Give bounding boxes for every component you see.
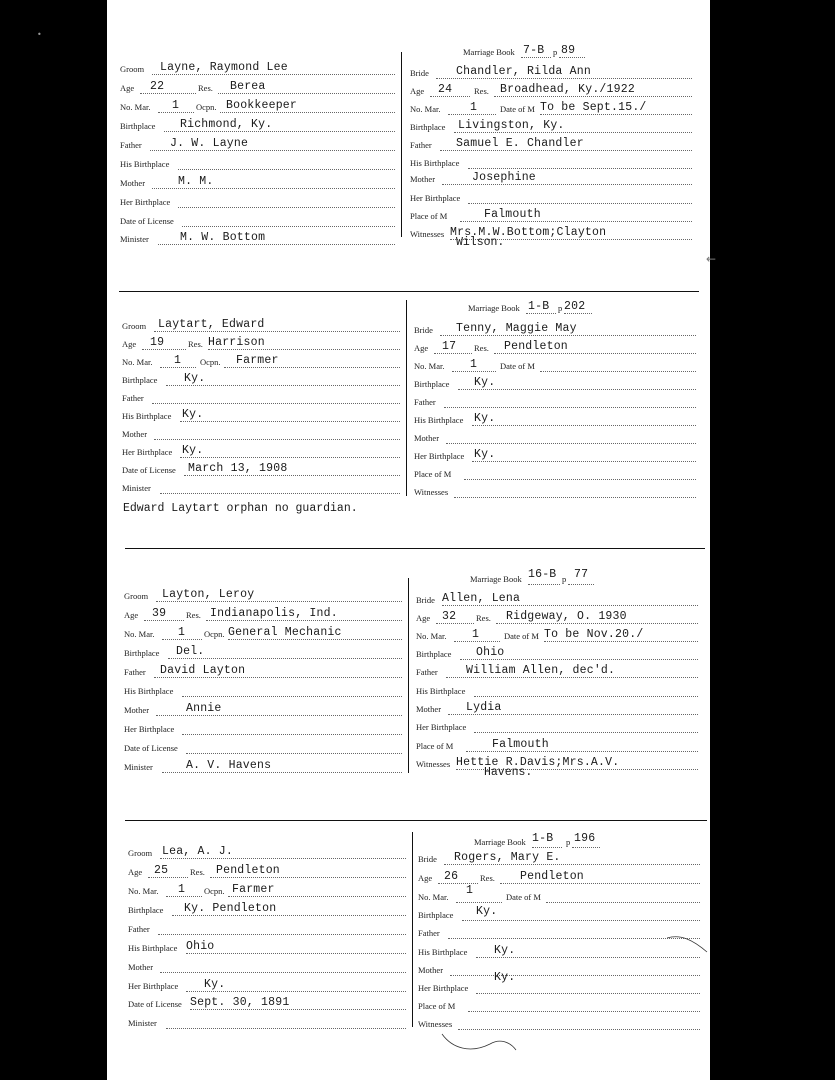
groom-birthplace-row: Birthplace Richmond, Ky. bbox=[120, 115, 395, 134]
groom-minister-row: Minister bbox=[128, 1012, 406, 1031]
bride-mother-row: Mother Ky. bbox=[418, 959, 700, 978]
bride-age: 24 bbox=[438, 83, 453, 96]
groom-mother: M. M. bbox=[178, 175, 214, 188]
groom-license-row: Date of License bbox=[120, 210, 395, 229]
bride-age: 17 bbox=[442, 340, 457, 353]
bride-birthplace: Ohio bbox=[476, 646, 505, 659]
bride-mar-row: No. Mar. 1 Date of M To be Nov.20./ bbox=[416, 625, 698, 644]
bride-his-birthplace-row: His Birthplace Ky. bbox=[414, 409, 696, 428]
bride-father-row: Father bbox=[414, 391, 696, 410]
marriage-book-header: Marriage Book 7-B p 89 bbox=[463, 44, 663, 60]
bride-residence: Broadhead, Ky./1922 bbox=[500, 83, 635, 96]
bride-his-birthplace-row: His Birthplace Ky. bbox=[418, 941, 700, 960]
groom-birthplace: Ky. Pendleton bbox=[184, 902, 277, 915]
groom-name-row bbox=[120, 58, 395, 77]
column-divider bbox=[406, 300, 407, 496]
groom-mother-row: Mother bbox=[128, 956, 406, 975]
bride-mother-birthplace: Ky. bbox=[494, 971, 516, 984]
bride-place-row: Place of M Falmouth bbox=[410, 205, 692, 224]
bride-birthplace-row: Birthplace Ky. bbox=[418, 904, 700, 923]
groom-his-birthplace: Ohio bbox=[186, 940, 215, 953]
groom-residence: Pendleton bbox=[216, 864, 280, 877]
groom-residence: Berea bbox=[230, 80, 266, 93]
groom-label: Groom bbox=[120, 64, 145, 74]
bride-mar-row: No. Mar. 1 Date of M bbox=[414, 355, 696, 374]
column-divider bbox=[412, 832, 413, 1027]
groom-mar-row: No. Mar. 1 Ocpn. Farmer bbox=[128, 880, 406, 899]
groom-her-birthplace-row: Her Birthplace Ky. bbox=[122, 441, 400, 460]
groom-minister-row: Minister A. V. Havens bbox=[124, 756, 402, 775]
groom-her-birthplace: Ky. bbox=[182, 444, 204, 457]
groom-father-row: Father bbox=[122, 387, 400, 406]
bride-witnesses-cont: Havens. bbox=[484, 766, 533, 779]
groom-minister: A. V. Havens bbox=[186, 759, 272, 772]
groom-his-birthplace-row: His Birthplace Ky. bbox=[122, 405, 400, 424]
groom-mother-row: Mother M. M. bbox=[120, 172, 395, 191]
bride-age-row: Age 24 Res. Broadhead, Ky./1922 bbox=[410, 80, 692, 99]
groom-mother: Annie bbox=[186, 702, 222, 715]
groom-her-birthplace-row: Her Birthplace bbox=[120, 191, 395, 210]
column-divider bbox=[401, 52, 402, 237]
bride-name-row: Bride Tenny, Maggie May bbox=[414, 319, 696, 338]
bride-name: Rogers, Mary E. bbox=[454, 851, 561, 864]
bride-name-row: Bride Rogers, Mary E. bbox=[418, 848, 700, 867]
bride-mar-row: No. Mar. 1 Date of M bbox=[418, 886, 700, 905]
pen-stroke-mark bbox=[440, 1028, 520, 1058]
groom-his-birthplace-row: His Birthplace bbox=[124, 680, 402, 699]
bride-residence: Pendleton bbox=[504, 340, 568, 353]
bride-birthplace-row: Birthplace Ohio bbox=[416, 643, 698, 662]
groom-date-of-license: March 13, 1908 bbox=[188, 462, 288, 475]
groom-residence: Indianapolis, Ind. bbox=[210, 607, 338, 620]
groom-father: J. W. Layne bbox=[170, 137, 249, 150]
bride-age-row: Age 26 Res. Pendleton bbox=[418, 867, 700, 886]
groom-age: 22 bbox=[150, 80, 165, 93]
bride-place-row: Place of M bbox=[414, 463, 696, 482]
groom-father-row: Father J. W. Layne bbox=[120, 134, 395, 153]
record-page bbox=[107, 0, 710, 1080]
groom-age-row: Age 25 Res. Pendleton bbox=[128, 861, 406, 880]
bride-birthplace: Ky. bbox=[476, 905, 498, 918]
groom-age: 25 bbox=[154, 864, 169, 877]
marriage-page: 196 bbox=[574, 832, 596, 845]
bride-father: Samuel E. Chandler bbox=[456, 137, 584, 150]
bride-place-row: Place of M bbox=[418, 995, 700, 1014]
groom-mar-row: No. Mar. 1 Ocpn. Farmer bbox=[122, 351, 400, 370]
groom-residence: Harrison bbox=[208, 336, 265, 349]
bride-name: Tenny, Maggie May bbox=[456, 322, 577, 335]
bride-father-row: Father bbox=[418, 922, 700, 941]
groom-his-birthplace-row: His Birthplace bbox=[120, 153, 395, 172]
groom-no-mar: 1 bbox=[172, 99, 180, 112]
bride-birthplace: Ky. bbox=[474, 376, 496, 389]
groom-age: 39 bbox=[152, 607, 167, 620]
groom-name: Layne, Raymond Lee bbox=[160, 61, 288, 74]
groom-mother-row: Mother bbox=[122, 423, 400, 442]
bride-name: Allen, Lena bbox=[442, 592, 521, 605]
groom-birthplace-row: Birthplace Del. bbox=[124, 642, 402, 661]
groom-birthplace: Richmond, Ky. bbox=[180, 118, 273, 131]
bride-his-birthplace: Ky. bbox=[494, 944, 516, 957]
marriage-page: 77 bbox=[574, 568, 589, 581]
marriage-book: 1-B bbox=[532, 832, 554, 845]
groom-minister: M. W. Bottom bbox=[180, 231, 266, 244]
groom-father-row: Father David Layton bbox=[124, 661, 402, 680]
bride-residence: Pendleton bbox=[520, 870, 584, 883]
groom-no-mar: 1 bbox=[174, 354, 182, 367]
groom-birthplace-row: Birthplace Ky. bbox=[122, 369, 400, 388]
groom-no-mar: 1 bbox=[178, 626, 186, 639]
bride-name-row: Bride Allen, Lena bbox=[416, 589, 698, 608]
marriage-book: 1-B bbox=[528, 300, 550, 313]
bride-name: Chandler, Rilda Ann bbox=[456, 65, 591, 78]
record-separator bbox=[119, 291, 699, 292]
groom-name-row: Groom Layton, Leroy bbox=[124, 585, 402, 604]
bride-mother: Josephine bbox=[472, 171, 536, 184]
bride-birthplace-row: Birthplace Livingston, Ky. bbox=[410, 116, 692, 135]
bride-her-birthplace-row: Her Birthplace bbox=[410, 187, 692, 206]
bride-father: William Allen, dec'd. bbox=[466, 664, 616, 677]
bride-witnesses-row: Witnesses Mrs.M.W.Bottom;Clayton bbox=[410, 223, 692, 242]
groom-her-birthplace-row: Her Birthplace Ky. bbox=[128, 975, 406, 994]
groom-mar-row: No. Mar. 1 Ocpn. General Mechanic bbox=[124, 623, 402, 642]
bride-age-row: Age 17 Res. Pendleton bbox=[414, 337, 696, 356]
bride-his-birthplace-row: His Birthplace bbox=[416, 680, 698, 699]
marriage-book-header: Marriage Book 1-B p 202 bbox=[468, 300, 668, 316]
groom-license-row: Date of License bbox=[124, 737, 402, 756]
record-separator bbox=[125, 820, 707, 821]
marriage-page: 202 bbox=[564, 300, 586, 313]
groom-occupation: Farmer bbox=[236, 354, 279, 367]
bride-her-birthplace: Ky. bbox=[474, 448, 496, 461]
groom-father: David Layton bbox=[160, 664, 246, 677]
bride-date-of-marriage: To be Nov.20./ bbox=[544, 628, 644, 641]
bride-witnesses: Hettie R.Davis;Mrs.A.V. bbox=[456, 756, 620, 769]
groom-date-of-license: Sept. 30, 1891 bbox=[190, 996, 290, 1009]
groom-minister-row: Minister bbox=[122, 477, 400, 496]
groom-license-row: Date of License March 13, 1908 bbox=[122, 459, 400, 478]
record-separator bbox=[125, 548, 705, 549]
bride-residence: Ridgeway, O. 1930 bbox=[506, 610, 627, 623]
column-divider bbox=[408, 578, 409, 773]
bride-his-birthplace: Ky. bbox=[474, 412, 496, 425]
bride-her-birthplace-row: Her Birthplace Ky. bbox=[414, 445, 696, 464]
bride-witnesses-row: Witnesses bbox=[418, 1013, 700, 1032]
record-note: Edward Laytart orphan no guardian. bbox=[123, 502, 358, 515]
bride-place-of-marriage: Falmouth bbox=[492, 738, 549, 751]
groom-name-row: Groom Lea, A. J. bbox=[128, 842, 406, 861]
groom-license-row: Date of License Sept. 30, 1891 bbox=[128, 993, 406, 1012]
groom-his-birthplace-row: His Birthplace Ohio bbox=[128, 937, 406, 956]
bride-witnesses: Mrs.M.W.Bottom;Clayton bbox=[450, 226, 607, 239]
bride-birthplace-row: Birthplace Ky. bbox=[414, 373, 696, 392]
groom-occupation: General Mechanic bbox=[228, 626, 342, 639]
groom-occupation: Farmer bbox=[232, 883, 275, 896]
groom-age: 19 bbox=[150, 336, 165, 349]
groom-name: Layton, Leroy bbox=[162, 588, 255, 601]
groom-her-birthplace: Ky. bbox=[204, 978, 226, 991]
groom-age-row: Age 22 Res. Berea bbox=[120, 77, 395, 96]
bride-mother: Lydia bbox=[466, 701, 502, 714]
margin-arrow-mark: ← bbox=[706, 252, 717, 266]
marriage-book: 16-B bbox=[528, 568, 557, 581]
groom-mar-row: No. Mar. 1 Ocpn. Bookkeeper bbox=[120, 96, 395, 115]
groom-minister-row: Minister M. W. Bottom bbox=[120, 228, 395, 247]
bride-name-row: Bride Chandler, Rilda Ann bbox=[410, 62, 692, 81]
groom-her-birthplace-row: Her Birthplace bbox=[124, 718, 402, 737]
groom-age-row: Age 39 Res. Indianapolis, Ind. bbox=[124, 604, 402, 623]
groom-no-mar: 1 bbox=[178, 883, 186, 896]
bride-place-row: Place of M Falmouth bbox=[416, 735, 698, 754]
groom-name: Lea, A. J. bbox=[162, 845, 234, 858]
marriage-book-header: Marriage Book 16-B p 77 bbox=[470, 571, 670, 587]
bride-mar-row: No. Mar. 1 Date of M To be Sept.15./ bbox=[410, 98, 692, 117]
marriage-book: 7-B bbox=[523, 44, 545, 57]
bride-place-of-marriage: Falmouth bbox=[484, 208, 541, 221]
bride-witnesses-cont: Wilson. bbox=[456, 236, 505, 249]
groom-name-row: Groom Laytart, Edward bbox=[122, 315, 400, 334]
bride-age-row: Age 32 Res. Ridgeway, O. 1930 bbox=[416, 607, 698, 626]
groom-birthplace-row: Birthplace Ky. Pendleton bbox=[128, 899, 406, 918]
bride-father-row: Father William Allen, dec'd. bbox=[416, 661, 698, 680]
bride-age: 26 bbox=[444, 870, 459, 883]
marriage-page: 89 bbox=[561, 44, 576, 57]
groom-age-row: Age 19 Res. Harrison bbox=[122, 333, 400, 352]
bride-father-row: Father Samuel E. Chandler bbox=[410, 134, 692, 153]
bride-witnesses-row: Witnesses bbox=[414, 481, 696, 500]
groom-name: Laytart, Edward bbox=[158, 318, 265, 331]
bride-witnesses-row: Witnesses Hettie R.Davis;Mrs.A.V. bbox=[416, 753, 698, 772]
bride-his-birthplace-row: His Birthplace bbox=[410, 152, 692, 171]
bride-date-of-marriage: To be Sept.15./ bbox=[540, 101, 647, 114]
groom-his-birthplace: Ky. bbox=[182, 408, 204, 421]
bride-birthplace: Livingston, Ky. bbox=[458, 119, 565, 132]
groom-birthplace: Ky. bbox=[184, 372, 206, 385]
groom-occupation: Bookkeeper bbox=[226, 99, 298, 112]
pen-stroke-mark bbox=[667, 930, 710, 960]
corner-dot-mark: • bbox=[37, 30, 42, 39]
bride-mother-row: Mother bbox=[414, 427, 696, 446]
bride-her-birthplace-row: Her Birthplace bbox=[418, 977, 700, 996]
bride-mother-row: Mother Lydia bbox=[416, 698, 698, 717]
marriage-book-header: Marriage Book 1-B p 196 bbox=[474, 834, 674, 850]
groom-mother-row: Mother Annie bbox=[124, 699, 402, 718]
bride-mother-row: Mother Josephine bbox=[410, 168, 692, 187]
bride-age: 32 bbox=[442, 610, 457, 623]
groom-birthplace: Del. bbox=[176, 645, 205, 658]
bride-her-birthplace-row: Her Birthplace bbox=[416, 716, 698, 735]
groom-father-row: Father bbox=[128, 918, 406, 937]
